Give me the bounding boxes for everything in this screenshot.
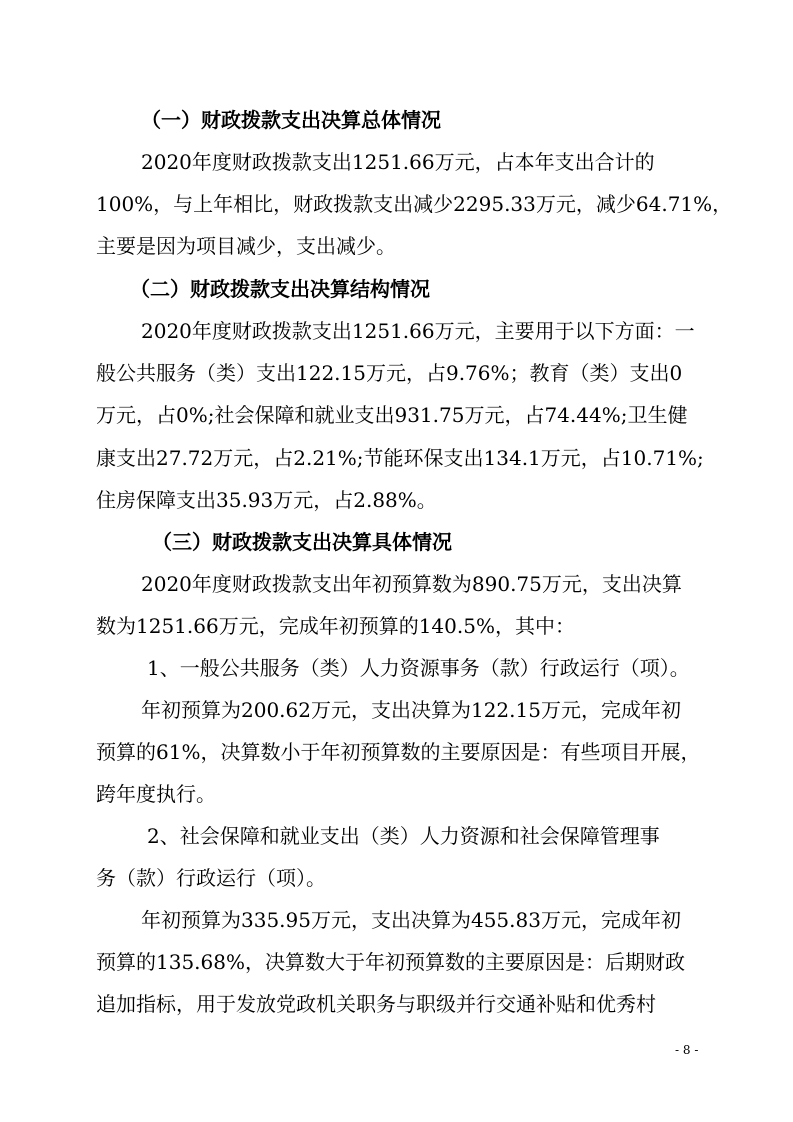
paragraph-line: 2020年度财政拨款支出年初预算数为890.75万元，支出决算	[141, 572, 682, 596]
item-1-title: 1、一般公共服务（类）人力资源事务（款）行政运行（项）。	[147, 656, 690, 680]
paragraph-line: 住房保障支出35.93万元，占2.88%。	[96, 488, 437, 512]
paragraph-line: 般公共服务（类）支出122.15万元，占9.76%；教育（类）支出0	[96, 361, 683, 385]
paragraph-line: 主要是因为项目减少，支出减少。	[96, 234, 396, 258]
paragraph-line: 预算的135.68%，决算数大于年初预算数的主要原因是：后期财政	[96, 950, 685, 974]
item-2-title: 2、社会保障和就业支出（类）人力资源和社会保障管理事	[147, 824, 660, 848]
paragraph-line: 数为1251.66万元，完成年初预算的140.5%，其中：	[96, 614, 575, 638]
item-2-title-continued: 务（款）行政运行（项）。	[96, 866, 326, 890]
paragraph-line: 年初预算为200.62万元，支出决算为122.15万元，完成年初	[141, 698, 681, 722]
paragraph-line: 2020年度财政拨款支出1251.66万元，占本年支出合计的	[141, 150, 655, 174]
paragraph-line: 跨年度执行。	[96, 782, 216, 806]
paragraph-line: 预算的61%，决算数小于年初预算数的主要原因是：有些项目开展，	[96, 740, 701, 764]
section-1-heading: （一）财政拨款支出决算总体情况	[141, 108, 441, 132]
paragraph-line: 康支出27.72万元，占2.21%;节能环保支出134.1万元，占10.71%;	[96, 446, 704, 470]
paragraph-line: 2020年度财政拨款支出1251.66万元，主要用于以下方面：一	[141, 319, 695, 343]
paragraph-line: 年初预算为335.95万元，支出决算为455.83万元，完成年初	[141, 908, 681, 932]
paragraph-line: 追加指标，用于发放党政机关职务与职级并行交通补贴和优秀村	[96, 992, 656, 1016]
section-3-heading: （三）财政拨款支出决算具体情况	[152, 530, 452, 554]
paragraph-line: 100%，与上年相比，财政拨款支出减少2295.33万元，减少64.71%，	[96, 192, 733, 216]
page-number: - 8 -	[675, 1043, 699, 1057]
paragraph-line: 万元，占0%;社会保障和就业支出931.75万元，占74.44%;卫生健	[96, 403, 688, 427]
section-2-heading: （二）财政拨款支出决算结构情况	[130, 277, 430, 301]
